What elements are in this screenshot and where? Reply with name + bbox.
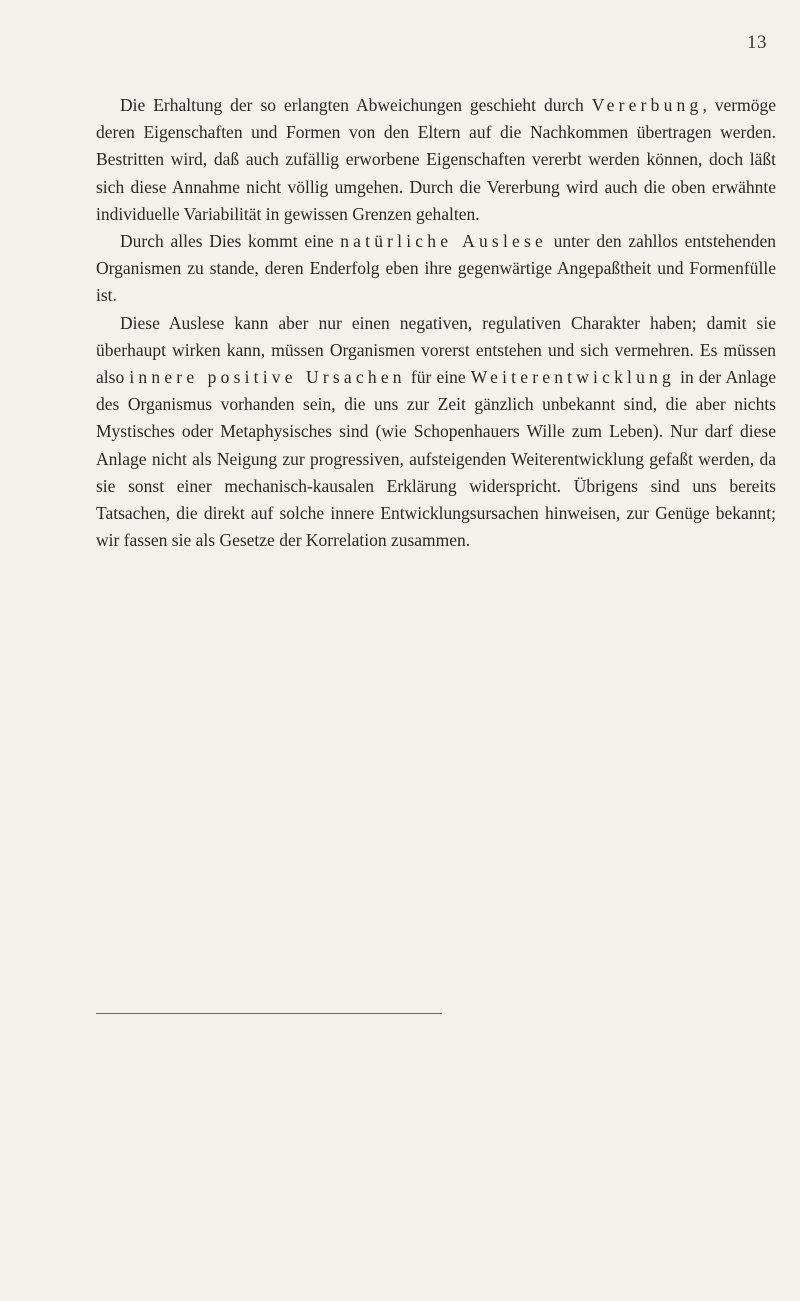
paragraph-3 xyxy=(96,310,776,555)
text-segment: in der Anlage des Organismus vorhanden sein, die uns zur Zeit gänzlich unbekannt sind, die aber nichts Mystisches oder Metaphysisches sind (wie Schopenhauers Wille zum Leben). Nur darf diese Anlage nicht als Neigung zur progressiven, aufsteigenden Weiterentwicklung gefaßt werden, da sie sonst einer mechanisch-kausalen Erklärung widerspricht. Übrigens sind uns bereits Tatsachen, die direkt auf solche innere Entwicklungsursachen hinweisen, zur Genüge bekannt; wir fassen sie als Gesetze der Korrelation zusammen. xyxy=(96,367,776,551)
emphasized-term: Vererbung xyxy=(591,95,703,115)
page-number: 13 xyxy=(747,32,767,53)
text-segment: , vermöge deren Eigenschaften und Formen von den Eltern auf die Nachkommen übertragen werden. Bestritten wird, daß auch zufällig erworbene Eigenschaften vererbt werden können, doch läßt sich diese Annahme nicht völlig umgehen. Durch die Vererbung wird auch die oben erwähnte individuelle Variabilität in gewissen Grenzen gehalten. xyxy=(96,95,776,224)
text-segment: Durch alles Dies kommt eine xyxy=(120,231,341,252)
footnote-divider xyxy=(96,1013,442,1014)
text-segment: Diese Auslese kann aber nur einen negativen, regulativen Charakter haben; damit sie überhaupt wirken kann, müssen Organismen vorerst entstehen und sich vermehren. Es müssen also xyxy=(96,312,776,388)
emphasized-term: Weiterentwicklung xyxy=(470,367,675,388)
paragraph-2 xyxy=(96,228,776,310)
emphasized-term: innere positive Ursachen xyxy=(129,367,406,388)
paragraph-1 xyxy=(96,92,776,228)
text-segment: unter den zahllos entstehenden Organismen zu stande, deren Enderfolg eben ihre gegenwärtige Angepaßtheit und Formenfülle ist. xyxy=(96,231,776,306)
text-segment: Die Erhaltung der so erlangten Abweichungen geschieht durch xyxy=(120,95,592,115)
text-segment: für eine xyxy=(405,367,471,388)
emphasized-term: natürliche Auslese xyxy=(340,231,547,252)
body-text xyxy=(96,92,776,554)
